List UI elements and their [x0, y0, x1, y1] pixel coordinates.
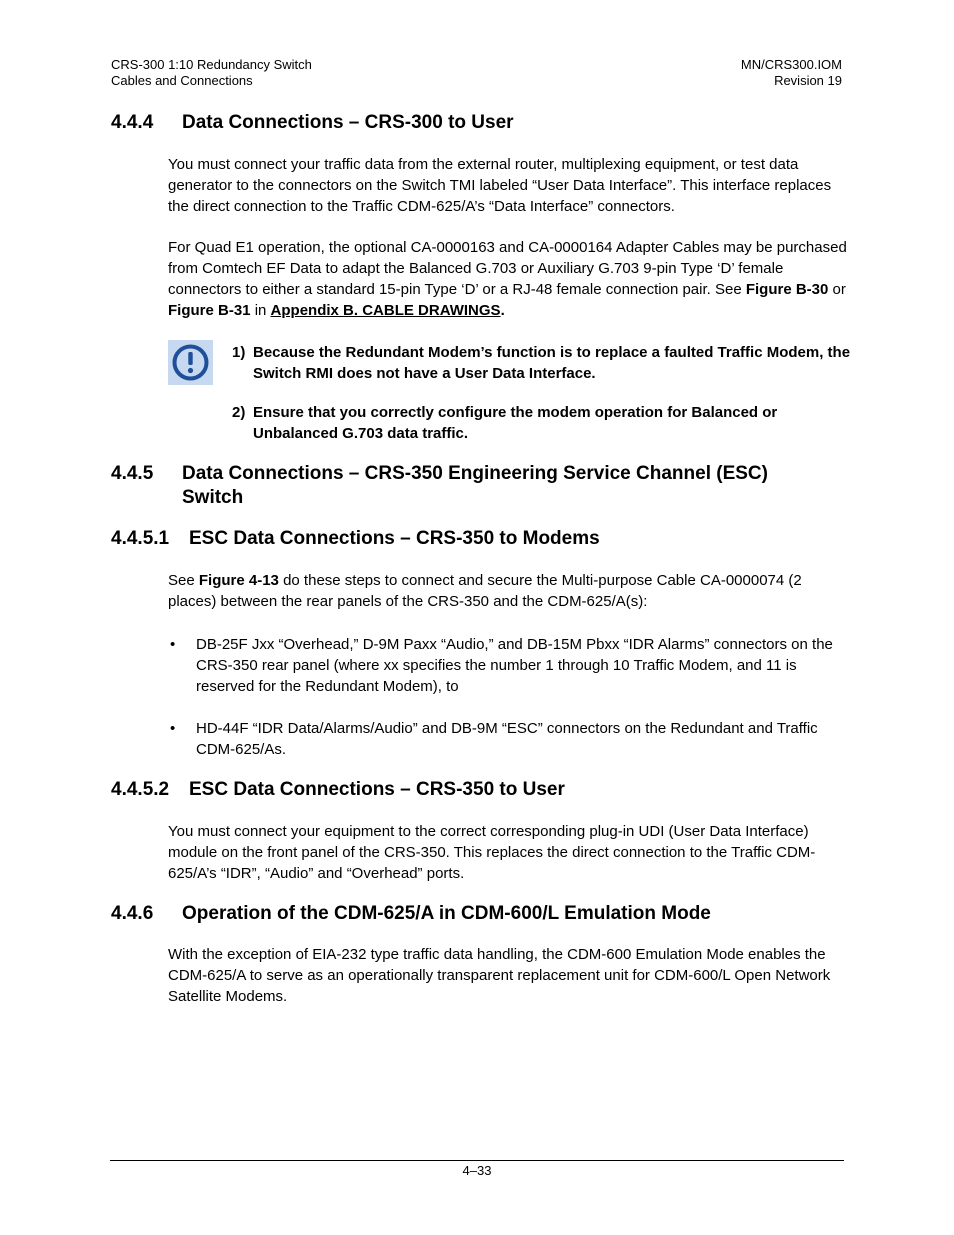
bullet-icon: •: [170, 720, 176, 737]
running-header-right: [741, 57, 842, 89]
note-text: Ensure that you correctly configure the modem operation for Balanced or Unbalanced G.703 data traffic.: [253, 404, 778, 442]
heading-4-4-5-2: [111, 778, 565, 802]
paragraph-text: For Quad E1 operation, the optional CA-0000163 and CA-0000164 Adapter Cables may be purchased from Comtech EF Data to adapt the Balanced G.703 or Auxiliary G.703 9-pin Type ‘D’ female connectors to either a standard 15-pin Type ‘D’ or a RJ-48 female connection pair. See: [168, 239, 847, 298]
header-revision: Revision 19: [774, 73, 842, 88]
footer-divider: [110, 1160, 844, 1161]
paragraph: With the exception of EIA-232 type traffic data handling, the CDM-600 Emulation Mode enables the CDM-625/A to serve as an operationally transparent replacement unit for CDM-600/L Open Network Satellite Modems.: [168, 946, 831, 1005]
figure-ref-b30[interactable]: Figure B-30: [745, 281, 829, 298]
list-item-text: DB-25F Jxx “Overhead,” D-9M Paxx “Audio,” and DB-15M Pbxx “IDR Alarms” connectors on the CRS-350 rear panel (where xx specifies the number 1 through 10 Traffic Modem, and 11 is reserved for the Redundant Modem), to: [196, 636, 833, 695]
section-number: 4.4.4: [111, 112, 154, 133]
section-number: 4.4.5.2: [111, 779, 170, 800]
note-number: 1): [232, 344, 246, 361]
section-title: ESC Data Connections – CRS-350 to User: [189, 779, 565, 800]
paragraph-text: do these steps to connect and secure the Multi-purpose Cable CA-0000074 (2 places) between the rear panels of the CRS-350 and the CDM-625/A(s):: [168, 572, 802, 610]
list-item: [168, 634, 848, 697]
page-number: 4–33: [462, 1163, 492, 1178]
section-number: 4.4.5: [111, 463, 154, 484]
heading-4-4-5-1: [111, 527, 600, 551]
section-title: Operation of the CDM-625/A in CDM-600/L Emulation Mode: [182, 903, 711, 924]
bullet-icon: •: [170, 636, 176, 653]
section-title: Data Connections – CRS-300 to User: [182, 112, 514, 133]
list-item-text: HD-44F “IDR Data/Alarms/Audio” and DB-9M “ESC” connectors on the Redundant and Traffic CDM-625/As.: [196, 720, 818, 758]
heading-4-4-5-continued: [182, 486, 243, 510]
preposition: in: [254, 302, 267, 319]
paragraph-text: See: [168, 572, 195, 589]
header-chapter-title: Cables and Connections: [111, 73, 253, 88]
info-exclamation-icon: [168, 340, 213, 385]
note-item-1: [232, 342, 852, 384]
note-icon-box: [168, 340, 213, 385]
section-title-line2: Switch: [182, 487, 244, 508]
paragraph: You must connect your equipment to the correct corresponding plug-in UDI (User Data Interface) module on the front panel of the CRS-350. This replaces the direct connection to the Traffic CDM-625/A’s “IDR”, “Audio” and “Overhead” ports.: [168, 823, 816, 882]
paragraph-intro: [168, 570, 848, 612]
period: .: [500, 302, 505, 319]
figure-ref-4-13[interactable]: Figure 4-13: [198, 572, 279, 589]
appendix-link[interactable]: Appendix B. CABLE DRAWINGS: [270, 302, 501, 319]
section-number: 4.4.6: [111, 903, 154, 924]
note-number: 2): [232, 404, 246, 421]
figure-ref-b31[interactable]: Figure B-31: [168, 302, 251, 319]
conjunction: or: [832, 281, 846, 298]
heading-4-4-5: [111, 462, 768, 486]
paragraph-quad-e1: [168, 237, 848, 321]
note-text: Because the Redundant Modem’s function is to replace a faulted Traffic Modem, the Switch RMI does not have a User Data Interface.: [253, 344, 851, 382]
section-title: ESC Data Connections – CRS-350 to Modems: [189, 528, 600, 549]
heading-4-4-6: [111, 902, 711, 926]
header-document-title: CRS-300 1:10 Redundancy Switch: [111, 57, 312, 72]
note-item-2: [232, 402, 852, 444]
paragraph: You must connect your traffic data from the external router, multiplexing equipment, or test data generator to the connectors on the Switch TMI labeled “User Data Interface”. This interface replaces the direct connection to the Traffic CDM-625/A’s “Data Interface” connectors.: [168, 156, 832, 215]
section-title-line1: Data Connections – CRS-350 Engineering Service Channel (ESC): [182, 463, 768, 484]
header-manual-number: MN/CRS300.IOM: [740, 57, 842, 72]
list-item: [168, 718, 848, 760]
running-header-left: [111, 57, 312, 89]
section-number: 4.4.5.1: [111, 528, 170, 549]
heading-4-4-4: [111, 111, 514, 135]
